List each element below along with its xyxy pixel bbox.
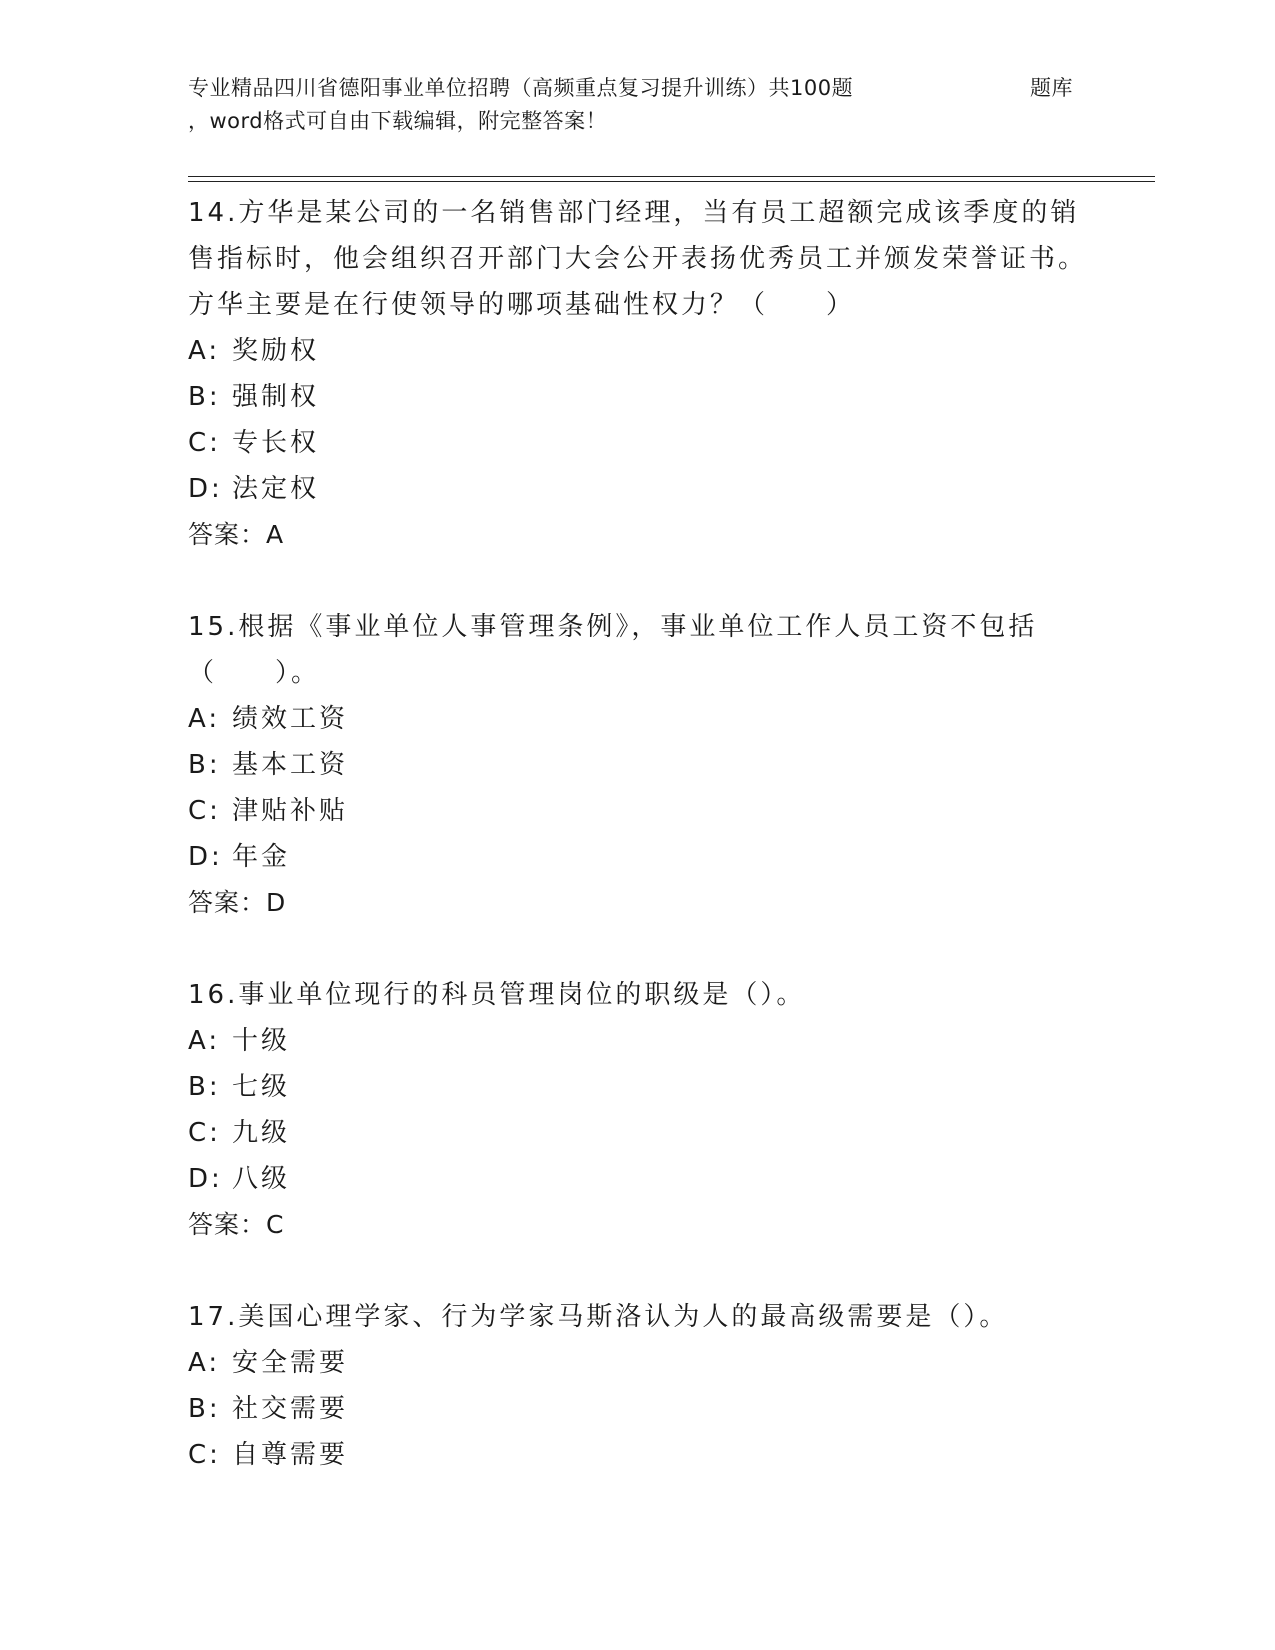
option-key: D:	[188, 842, 223, 872]
question-stem: 17.美国心理学家、行为学家马斯洛认为人的最高级需要是（）。	[188, 1302, 1009, 1332]
option-c	[188, 1110, 1088, 1156]
option-d	[188, 1156, 1088, 1202]
question-spacer	[188, 558, 1088, 604]
option-key: C:	[188, 428, 221, 458]
option-text: 九级	[232, 1118, 291, 1148]
question-17	[188, 1294, 1088, 1478]
option-text: 社交需要	[232, 1394, 349, 1424]
option-a	[188, 696, 1088, 742]
option-key: B:	[188, 750, 221, 780]
option-text: 绩效工资	[232, 704, 349, 734]
option-c	[188, 788, 1088, 834]
question-14	[188, 190, 1088, 558]
document-header	[188, 72, 1088, 138]
option-c	[188, 420, 1088, 466]
option-d	[188, 466, 1088, 512]
option-text: 奖励权	[232, 336, 320, 366]
option-b	[188, 742, 1088, 788]
option-key: A:	[188, 1026, 221, 1056]
option-key: C:	[188, 1440, 221, 1470]
option-key: C:	[188, 796, 221, 826]
option-text: 七级	[232, 1072, 291, 1102]
option-text: 津贴补贴	[232, 796, 349, 826]
option-text: 基本工资	[232, 750, 349, 780]
option-text: 八级	[232, 1164, 291, 1194]
question-spacer	[188, 1248, 1088, 1294]
option-text: 专长权	[232, 428, 320, 458]
header-title: 专业精品四川省德阳事业单位招聘（高频重点复习提升训练）共100题	[188, 76, 854, 100]
option-key: B:	[188, 1072, 221, 1102]
option-b	[188, 1064, 1088, 1110]
answer-line: 答案：D	[188, 888, 287, 917]
question-stem: 16.事业单位现行的科员管理岗位的职级是（）。	[188, 980, 806, 1010]
option-a	[188, 1340, 1088, 1386]
option-text: 安全需要	[232, 1348, 349, 1378]
option-key: B:	[188, 382, 221, 412]
header-divider-top	[188, 176, 1155, 177]
option-text: 十级	[232, 1026, 291, 1056]
option-text: 法定权	[232, 474, 320, 504]
header-tag: 题库	[1030, 76, 1073, 100]
header-line-1	[188, 72, 1088, 105]
option-text: 强制权	[232, 382, 320, 412]
option-key: D:	[188, 1164, 223, 1194]
option-text: 年金	[232, 842, 291, 872]
header-line-2: ，word格式可自由下载编辑，附完整答案！	[188, 109, 608, 133]
option-text: 自尊需要	[232, 1440, 349, 1470]
option-key: C:	[188, 1118, 221, 1148]
option-key: A:	[188, 1348, 221, 1378]
option-b	[188, 374, 1088, 420]
answer-line: 答案：A	[188, 520, 285, 549]
option-a	[188, 1018, 1088, 1064]
option-a	[188, 328, 1088, 374]
header-divider-bottom	[188, 181, 1155, 182]
question-list	[188, 190, 1088, 1478]
question-stem: 15.根据《事业单位人事管理条例》，事业单位工作人员工资不包括（ ）。	[188, 612, 1038, 688]
option-d	[188, 834, 1088, 880]
question-spacer	[188, 926, 1088, 972]
answer-line: 答案：C	[188, 1210, 285, 1239]
question-16	[188, 972, 1088, 1248]
question-15	[188, 604, 1088, 926]
question-stem: 14.方华是某公司的一名销售部门经理，当有员工超额完成该季度的销售指标时，他会组织召开部门大会公开表扬优秀员工并颁发荣誉证书。方华主要是在行使领导的哪项基础性权力？（ ）	[188, 198, 1088, 320]
option-key: B:	[188, 1394, 221, 1424]
option-key: A:	[188, 336, 221, 366]
option-c	[188, 1432, 1088, 1478]
option-key: D:	[188, 474, 223, 504]
option-key: A:	[188, 704, 221, 734]
option-b	[188, 1386, 1088, 1432]
